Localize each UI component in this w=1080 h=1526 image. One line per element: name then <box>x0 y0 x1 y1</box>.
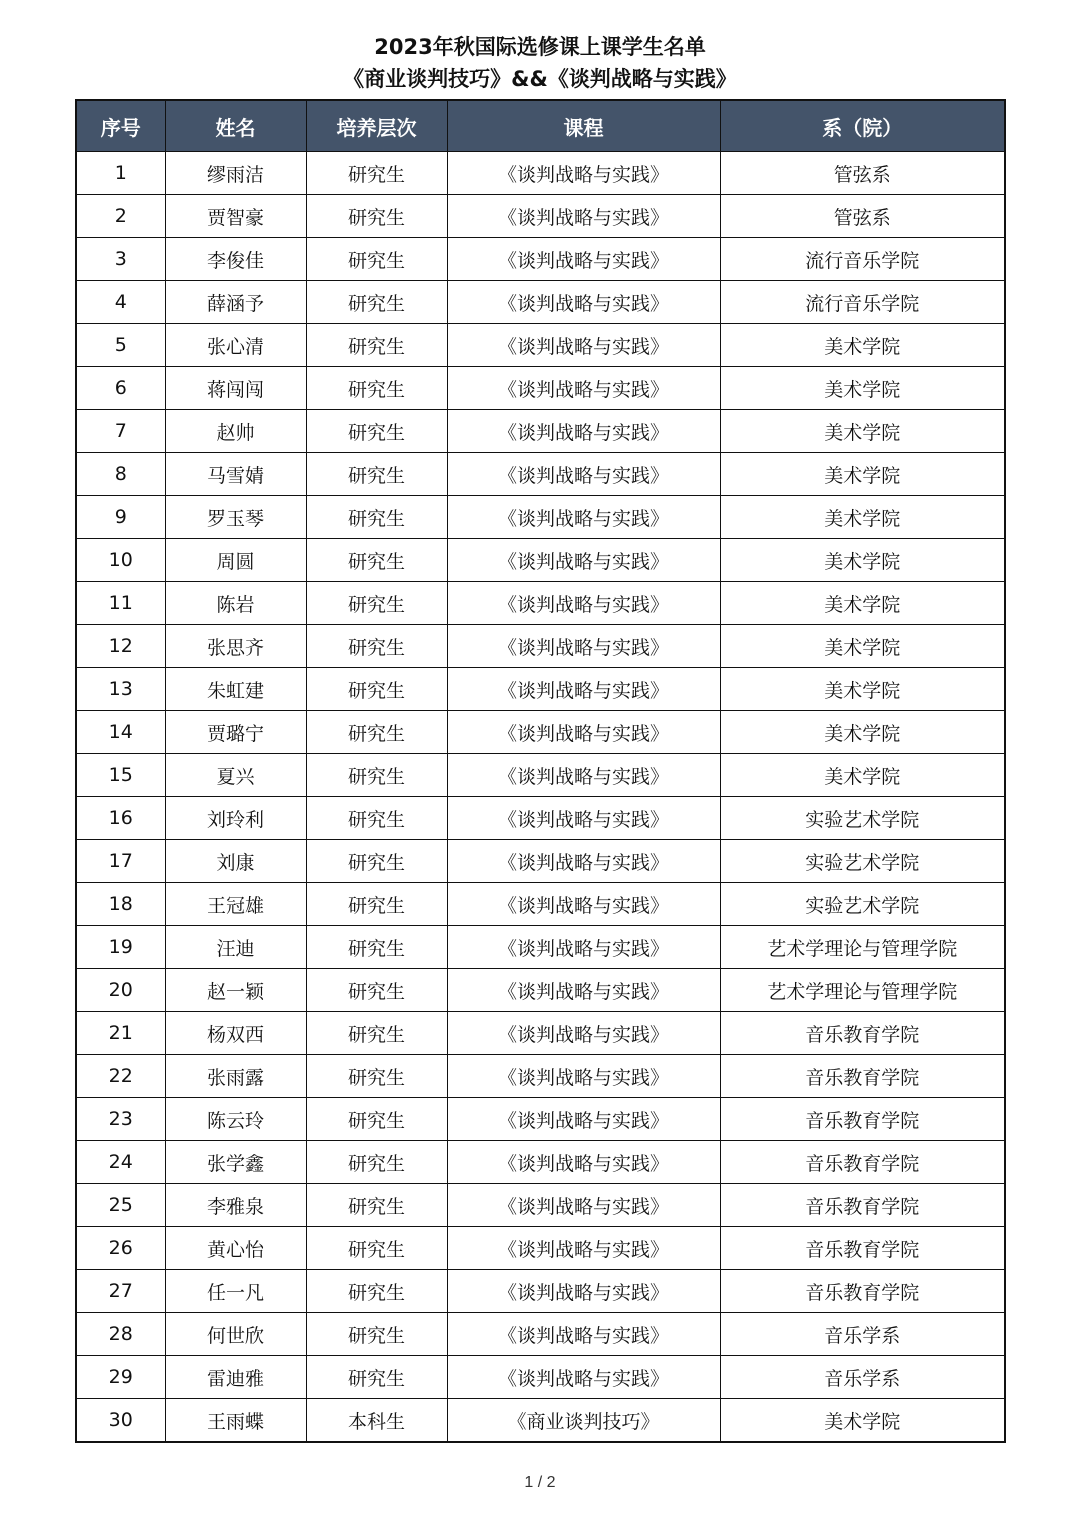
table-row <box>76 1399 1005 1443</box>
cell-course: 《谈判战略与实践》 <box>447 926 720 969</box>
table-row <box>76 1227 1005 1270</box>
table-row <box>76 539 1005 582</box>
cell-course: 《谈判战略与实践》 <box>447 797 720 840</box>
cell-department: 实验艺术学院 <box>720 883 1005 926</box>
cell-index: 7 <box>76 410 165 453</box>
cell-department: 音乐教育学院 <box>720 1141 1005 1184</box>
cell-level: 本科生 <box>306 1399 447 1443</box>
cell-student-name: 刘玲利 <box>165 797 306 840</box>
cell-course: 《谈判战略与实践》 <box>447 1098 720 1141</box>
cell-course: 《谈判战略与实践》 <box>447 453 720 496</box>
cell-department: 音乐教育学院 <box>720 1055 1005 1098</box>
table-row <box>76 625 1005 668</box>
cell-level: 研究生 <box>306 926 447 969</box>
cell-department: 音乐教育学院 <box>720 1184 1005 1227</box>
column-header-name: 姓名 <box>165 100 306 152</box>
cell-level: 研究生 <box>306 1141 447 1184</box>
cell-level: 研究生 <box>306 1184 447 1227</box>
cell-student-name: 薛涵予 <box>165 281 306 324</box>
cell-level: 研究生 <box>306 367 447 410</box>
cell-student-name: 缪雨洁 <box>165 152 306 195</box>
cell-student-name: 汪迪 <box>165 926 306 969</box>
cell-level: 研究生 <box>306 668 447 711</box>
cell-level: 研究生 <box>306 238 447 281</box>
cell-level: 研究生 <box>306 711 447 754</box>
cell-course: 《谈判战略与实践》 <box>447 582 720 625</box>
cell-course: 《谈判战略与实践》 <box>447 496 720 539</box>
cell-department: 美术学院 <box>720 668 1005 711</box>
cell-student-name: 夏兴 <box>165 754 306 797</box>
table-row <box>76 582 1005 625</box>
cell-index: 4 <box>76 281 165 324</box>
cell-level: 研究生 <box>306 410 447 453</box>
cell-department: 美术学院 <box>720 539 1005 582</box>
cell-student-name: 赵帅 <box>165 410 306 453</box>
student-roster-table <box>75 99 1006 1443</box>
cell-student-name: 周圆 <box>165 539 306 582</box>
cell-course: 《谈判战略与实践》 <box>447 152 720 195</box>
cell-index: 27 <box>76 1270 165 1313</box>
cell-index: 12 <box>76 625 165 668</box>
table-row <box>76 410 1005 453</box>
cell-index: 9 <box>76 496 165 539</box>
table-row <box>76 453 1005 496</box>
cell-level: 研究生 <box>306 496 447 539</box>
cell-course: 《谈判战略与实践》 <box>447 281 720 324</box>
cell-course: 《谈判战略与实践》 <box>447 754 720 797</box>
cell-student-name: 陈岩 <box>165 582 306 625</box>
cell-index: 6 <box>76 367 165 410</box>
cell-department: 美术学院 <box>720 711 1005 754</box>
table-row <box>76 754 1005 797</box>
cell-index: 8 <box>76 453 165 496</box>
cell-level: 研究生 <box>306 1098 447 1141</box>
cell-index: 30 <box>76 1399 165 1443</box>
cell-level: 研究生 <box>306 324 447 367</box>
table-row <box>76 1055 1005 1098</box>
cell-course: 《谈判战略与实践》 <box>447 625 720 668</box>
table-row <box>76 883 1005 926</box>
cell-student-name: 李俊佳 <box>165 238 306 281</box>
cell-department: 管弦系 <box>720 195 1005 238</box>
cell-department: 美术学院 <box>720 367 1005 410</box>
cell-student-name: 贾智豪 <box>165 195 306 238</box>
cell-student-name: 马雪婧 <box>165 453 306 496</box>
cell-student-name: 李雅泉 <box>165 1184 306 1227</box>
cell-course: 《谈判战略与实践》 <box>447 539 720 582</box>
table-row <box>76 238 1005 281</box>
document-title: 2023年秋国际选修课上课学生名单 <box>374 35 706 59</box>
table-row <box>76 195 1005 238</box>
cell-course: 《谈判战略与实践》 <box>447 1012 720 1055</box>
cell-course: 《谈判战略与实践》 <box>447 711 720 754</box>
cell-course: 《谈判战略与实践》 <box>447 883 720 926</box>
table-row <box>76 840 1005 883</box>
cell-course: 《谈判战略与实践》 <box>447 367 720 410</box>
table-row <box>76 969 1005 1012</box>
cell-course: 《商业谈判技巧》 <box>447 1399 720 1443</box>
table-row <box>76 1184 1005 1227</box>
cell-index: 22 <box>76 1055 165 1098</box>
cell-index: 20 <box>76 969 165 1012</box>
cell-index: 10 <box>76 539 165 582</box>
cell-student-name: 朱虹建 <box>165 668 306 711</box>
column-header-level: 培养层次 <box>306 100 447 152</box>
cell-student-name: 蒋闯闯 <box>165 367 306 410</box>
cell-student-name: 陈云玲 <box>165 1098 306 1141</box>
cell-department: 流行音乐学院 <box>720 238 1005 281</box>
cell-student-name: 王雨蝶 <box>165 1399 306 1443</box>
cell-department: 流行音乐学院 <box>720 281 1005 324</box>
column-header-course: 课程 <box>447 100 720 152</box>
cell-department: 美术学院 <box>720 582 1005 625</box>
cell-department: 音乐教育学院 <box>720 1098 1005 1141</box>
cell-course: 《谈判战略与实践》 <box>447 1227 720 1270</box>
cell-department: 美术学院 <box>720 453 1005 496</box>
cell-level: 研究生 <box>306 1012 447 1055</box>
cell-department: 管弦系 <box>720 152 1005 195</box>
cell-index: 14 <box>76 711 165 754</box>
cell-student-name: 张学鑫 <box>165 1141 306 1184</box>
cell-course: 《谈判战略与实践》 <box>447 1313 720 1356</box>
cell-student-name: 张心清 <box>165 324 306 367</box>
cell-course: 《谈判战略与实践》 <box>447 238 720 281</box>
cell-department: 美术学院 <box>720 625 1005 668</box>
cell-department: 美术学院 <box>720 410 1005 453</box>
cell-index: 17 <box>76 840 165 883</box>
cell-level: 研究生 <box>306 840 447 883</box>
cell-student-name: 任一凡 <box>165 1270 306 1313</box>
table-row <box>76 324 1005 367</box>
cell-department: 艺术学理论与管理学院 <box>720 926 1005 969</box>
cell-level: 研究生 <box>306 1227 447 1270</box>
table-row <box>76 281 1005 324</box>
cell-level: 研究生 <box>306 195 447 238</box>
table-row <box>76 1141 1005 1184</box>
cell-course: 《谈判战略与实践》 <box>447 840 720 883</box>
cell-department: 美术学院 <box>720 1399 1005 1443</box>
cell-index: 28 <box>76 1313 165 1356</box>
cell-student-name: 黄心怡 <box>165 1227 306 1270</box>
cell-level: 研究生 <box>306 539 447 582</box>
cell-level: 研究生 <box>306 582 447 625</box>
cell-course: 《谈判战略与实践》 <box>447 1356 720 1399</box>
cell-course: 《谈判战略与实践》 <box>447 195 720 238</box>
table-row <box>76 1270 1005 1313</box>
cell-index: 16 <box>76 797 165 840</box>
table-body <box>76 152 1005 1443</box>
cell-index: 29 <box>76 1356 165 1399</box>
cell-level: 研究生 <box>306 1313 447 1356</box>
table-row <box>76 496 1005 539</box>
cell-department: 音乐教育学院 <box>720 1227 1005 1270</box>
table-row <box>76 926 1005 969</box>
cell-department: 音乐教育学院 <box>720 1012 1005 1055</box>
cell-index: 11 <box>76 582 165 625</box>
cell-student-name: 张雨露 <box>165 1055 306 1098</box>
cell-course: 《谈判战略与实践》 <box>447 668 720 711</box>
cell-department: 实验艺术学院 <box>720 797 1005 840</box>
table-header-row <box>76 100 1005 152</box>
cell-course: 《谈判战略与实践》 <box>447 410 720 453</box>
cell-department: 艺术学理论与管理学院 <box>720 969 1005 1012</box>
table-row <box>76 152 1005 195</box>
cell-level: 研究生 <box>306 754 447 797</box>
cell-department: 音乐教育学院 <box>720 1270 1005 1313</box>
cell-index: 1 <box>76 152 165 195</box>
cell-student-name: 刘康 <box>165 840 306 883</box>
cell-level: 研究生 <box>306 625 447 668</box>
cell-index: 19 <box>76 926 165 969</box>
cell-level: 研究生 <box>306 281 447 324</box>
column-header-department: 系（院） <box>720 100 1005 152</box>
cell-student-name: 雷迪雅 <box>165 1356 306 1399</box>
page-indicator: 1 / 2 <box>524 1474 556 1491</box>
cell-index: 23 <box>76 1098 165 1141</box>
cell-level: 研究生 <box>306 453 447 496</box>
cell-course: 《谈判战略与实践》 <box>447 1270 720 1313</box>
cell-level: 研究生 <box>306 969 447 1012</box>
table-row <box>76 797 1005 840</box>
column-header-index: 序号 <box>76 100 165 152</box>
cell-level: 研究生 <box>306 1356 447 1399</box>
cell-student-name: 罗玉琴 <box>165 496 306 539</box>
cell-index: 18 <box>76 883 165 926</box>
document-subtitle: 《商业谈判技巧》&&《谈判战略与实践》 <box>343 67 737 91</box>
cell-course: 《谈判战略与实践》 <box>447 969 720 1012</box>
cell-department: 音乐学系 <box>720 1356 1005 1399</box>
cell-index: 26 <box>76 1227 165 1270</box>
table-row <box>76 367 1005 410</box>
table-row <box>76 711 1005 754</box>
cell-level: 研究生 <box>306 152 447 195</box>
cell-student-name: 张思齐 <box>165 625 306 668</box>
cell-index: 21 <box>76 1012 165 1055</box>
cell-course: 《谈判战略与实践》 <box>447 324 720 367</box>
cell-index: 2 <box>76 195 165 238</box>
cell-index: 25 <box>76 1184 165 1227</box>
cell-student-name: 贾璐宁 <box>165 711 306 754</box>
table-row <box>76 668 1005 711</box>
cell-student-name: 杨双西 <box>165 1012 306 1055</box>
cell-course: 《谈判战略与实践》 <box>447 1055 720 1098</box>
cell-student-name: 王冠雄 <box>165 883 306 926</box>
cell-course: 《谈判战略与实践》 <box>447 1141 720 1184</box>
cell-index: 15 <box>76 754 165 797</box>
cell-level: 研究生 <box>306 883 447 926</box>
cell-student-name: 赵一颖 <box>165 969 306 1012</box>
cell-index: 24 <box>76 1141 165 1184</box>
cell-index: 3 <box>76 238 165 281</box>
cell-department: 美术学院 <box>720 754 1005 797</box>
cell-index: 13 <box>76 668 165 711</box>
cell-department: 美术学院 <box>720 324 1005 367</box>
cell-index: 5 <box>76 324 165 367</box>
cell-level: 研究生 <box>306 1055 447 1098</box>
cell-department: 美术学院 <box>720 496 1005 539</box>
cell-course: 《谈判战略与实践》 <box>447 1184 720 1227</box>
table-row <box>76 1313 1005 1356</box>
cell-level: 研究生 <box>306 797 447 840</box>
cell-department: 实验艺术学院 <box>720 840 1005 883</box>
table-row <box>76 1098 1005 1141</box>
cell-level: 研究生 <box>306 1270 447 1313</box>
table-row <box>76 1356 1005 1399</box>
table-row <box>76 1012 1005 1055</box>
cell-student-name: 何世欣 <box>165 1313 306 1356</box>
cell-department: 音乐学系 <box>720 1313 1005 1356</box>
